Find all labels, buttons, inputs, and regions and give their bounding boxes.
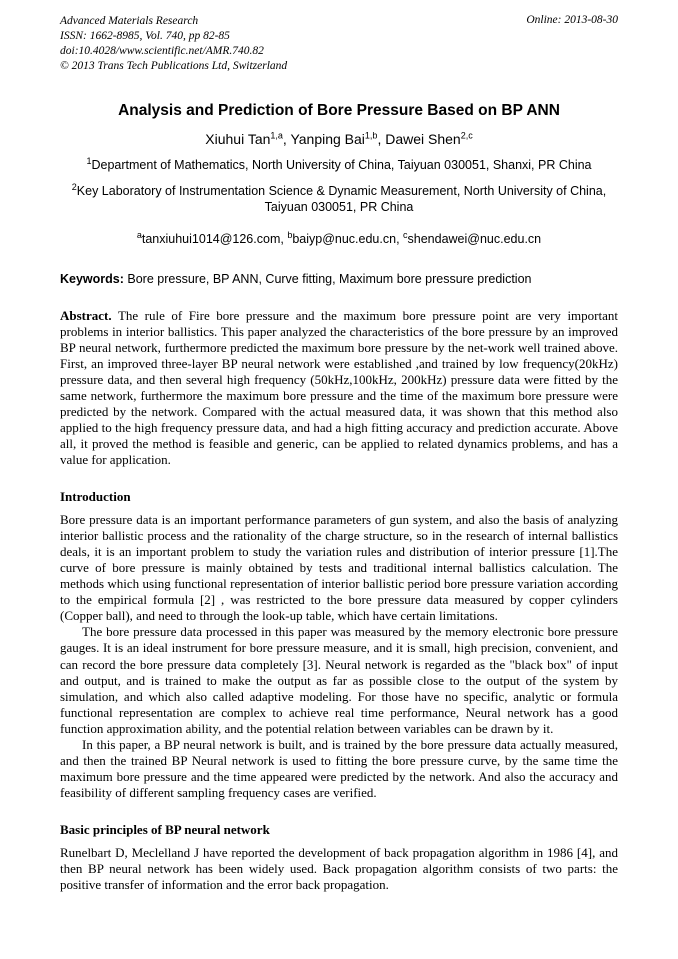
affiliation-1 (60, 157, 618, 173)
author-affil-mark: 1,b (364, 130, 378, 141)
author-name: Xiuhui Tan (205, 130, 271, 147)
affiliation-text: Key Laboratory of Instrumentation Science & Dynamic Measurement, North University of China, Taiyuan 030051, PR China (76, 184, 607, 215)
keywords-label: Keywords: (60, 271, 124, 286)
paragraph: Bore pressure data is an important performance parameters of gun system, and also the basis of analyzing interior ballistic process and the rationality of the charge structure, so in the research of internal ballistics deals, it is an important problem to study the variation rules and distribution of interior pressure [1].The curve of bore pressure is mainly obtained by tests and traditional internal ballistics calculation. The methods which using functional representation of interior ballistic period bore pressure variation according to the empirical formula [2] , was restricted to the bore pressure data measured by copper cylinders (Copper ball), and need to through the look-up table, which have certain limitations. (60, 511, 618, 624)
journal-info-block (60, 14, 287, 74)
section-heading: Basic principles of BP neural network (60, 821, 270, 837)
affiliation-text: Department of Mathematics, North University of China, Taiyuan 030051, Shanxi, PR China (91, 157, 592, 172)
paragraph: In this paper, a BP neural network is built, and is trained by the bore pressure data actually measured, and then the trained BP Neural network is used to fitting the bore pressure curve, by the same time the maximum bore pressure and the time appeared were predicted by the network. And also the accuracy and feasibility of different sampling frequency cases are verified. (60, 737, 618, 801)
keywords-text: Bore pressure, BP ANN, Curve fitting, Maximum bore pressure prediction (127, 271, 532, 286)
paper-title: Analysis and Prediction of Bore Pressure Based on BP ANN (118, 101, 560, 119)
section-heading: Introduction (60, 488, 131, 504)
author-affil-mark: 1,a (270, 130, 283, 141)
section-basic-principles (60, 822, 618, 893)
email-address: baiyp@nuc.edu.cn (292, 231, 397, 246)
author-name: Yanping Bai (290, 130, 365, 147)
doi-line: doi:10.4028/www.scientific.net/AMR.740.82 (60, 44, 264, 57)
affiliation-mark: 2 (71, 181, 77, 192)
author-line (60, 131, 618, 147)
email-mark: b (287, 229, 293, 240)
online-date: Online: 2013-08-30 (526, 14, 618, 26)
abstract-paragraph (60, 308, 618, 469)
email-mark: c (403, 229, 408, 240)
section-introduction (60, 489, 618, 802)
journal-name: Advanced Materials Research (60, 15, 199, 27)
affiliation-mark: 1 (86, 155, 92, 166)
copyright-line: © 2013 Trans Tech Publications Ltd, Switzerland (60, 59, 288, 72)
email-address: tanxiuhui1014@126.com (141, 231, 281, 246)
email-line (60, 229, 618, 246)
email-address: shendawei@nuc.edu.cn (407, 231, 542, 246)
affiliation-2 (60, 183, 618, 216)
page-header (60, 14, 618, 74)
paragraph: The bore pressure data processed in this paper was measured by the memory electronic bore pressure gauges. It is an ideal instrument for bore pressure measure, and it is small, high precision, convenient, and can record the bore pressure data completely [3]. Neural network is regarded as the "black box" of input and output, and is trained to make the output as far as possible close to the output of the system by simulation, and which also called adaptive modeling. For those have no specific, analytic or formula functional representation are complex to achieve real time performance, Neural network has a good function approximation ability, and the potential relation between variables can be drawn by it. (60, 624, 618, 737)
author-name: Dawei Shen (385, 130, 461, 147)
keywords-line (60, 272, 618, 286)
issn-volume-line: ISSN: 1662-8985, Vol. 740, pp 82-85 (60, 29, 230, 42)
author-affil-mark: 2,c (460, 130, 473, 141)
author-separator: , (377, 130, 386, 147)
paragraph: Runelbart D, Meclelland J have reported the development of back propagation algorithm in 1986 [4], and then BP neural network has been widely used. Back propagation algorithm consists of two parts: the positive transfer of information and the error back propagation. (60, 844, 618, 892)
email-separator: , (280, 231, 288, 246)
email-separator: , (396, 231, 404, 246)
abstract-text: The rule of Fire bore pressure and the maximum bore pressure point are very important problems in interior ballistics. This paper analyzed the characteristics of the bore pressure by an improved BP neural network, furthermore predicted the maximum bore pressure by the net-work well trained above. First, an improved three-layer BP neural network were established ,and trained by low frequency(20kHz) pressure data, and then several high frequency (50kHz,100kHz, 200kHz) pressure data were fitted by the same network, furthermore the maximum bore pressure and the time of the maximum bore pressure were predicted by the network. Compared with the actual measured data, it was shown that this method also applied to the high frequency pressure data, and had a high fitting accuracy and prediction accurate. Above all, it proved the method is feasible and generic, can be applied to related dynamics problems, and has a value for application. (60, 307, 618, 468)
email-mark: a (136, 229, 142, 240)
abstract-label: Abstract. (60, 307, 112, 323)
author-separator: , (282, 130, 291, 147)
